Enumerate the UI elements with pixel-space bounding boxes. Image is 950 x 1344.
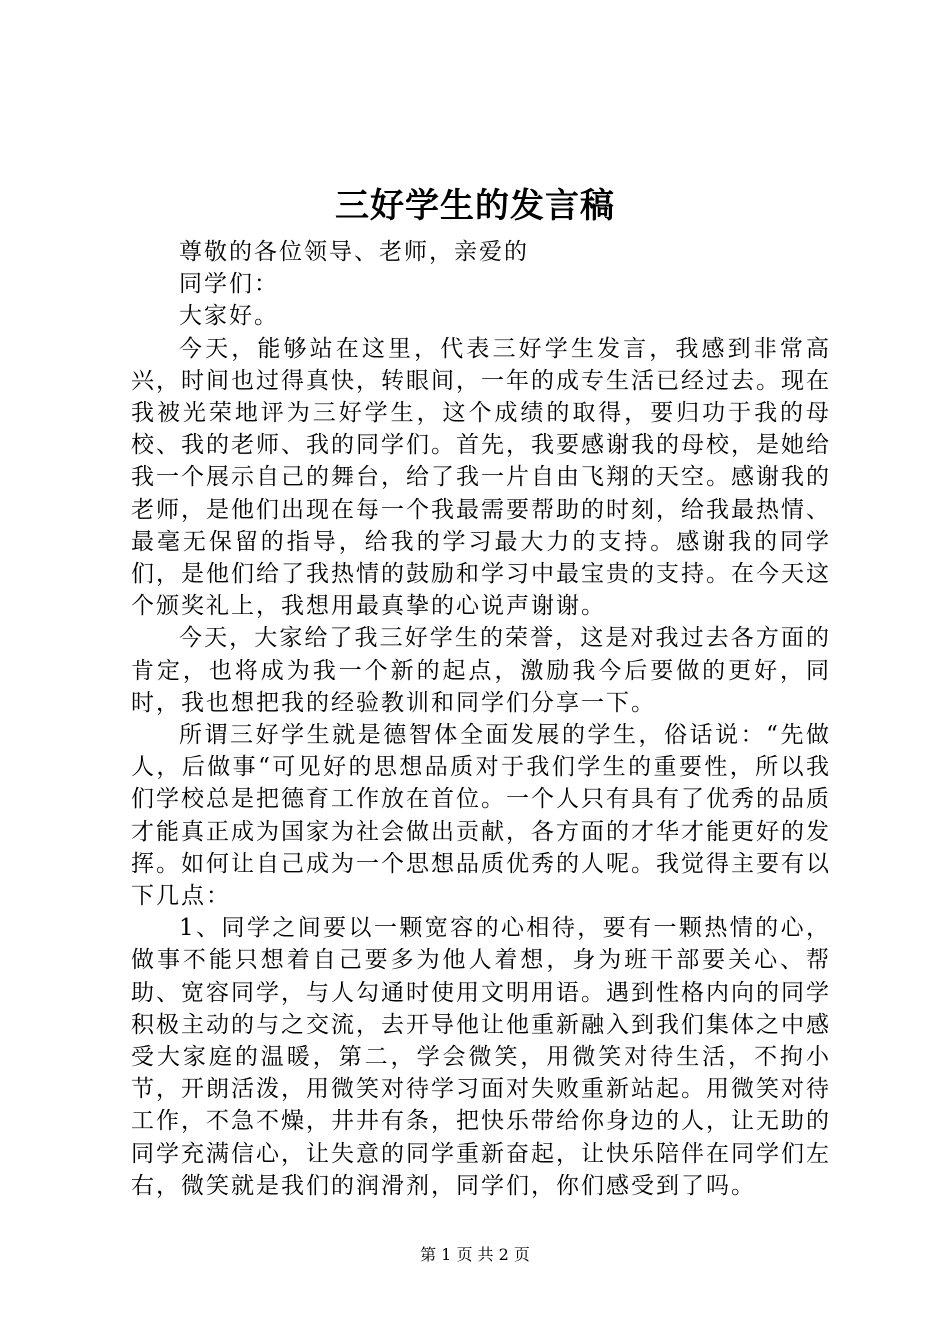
- salutation-line-2: 同学们：: [179, 271, 279, 298]
- document-body: [131, 236, 831, 1202]
- paragraph-definition: 所谓三好学生就是德智体全面发展的学生，俗话说：“先做人，后做事“可见好的思想品质对于我们学生的重要性，所以我们学校总是把德育工作放在首位。一个人只有具有了优秀的品质才能真正成为国家为社会做出贡献，各方面的才华才能更好的发挥。如何让自己成为一个思想品质优秀的人呢。我觉得主要有以下几点：: [131, 722, 831, 910]
- salutation-line-1: 尊敬的各位领导、老师，亲爱的: [179, 239, 529, 265]
- document-title: 三好学生的发言稿: [335, 186, 615, 226]
- paragraph-honor: 今天，大家给了我三好学生的荣誉，这是对我过去各方面的肯定，也将成为我一个新的起点，激励我今后要做的更好，同时，我也想把我的经验教训和同学们分享一下。: [131, 625, 831, 716]
- greeting: 大家好。: [179, 303, 279, 330]
- page-footer: 第 1 页 共 2 页: [420, 1245, 530, 1264]
- paragraph-thanks: 今天，能够站在这里，代表三好学生发言，我感到非常高兴，时间也过得真快，转眼间，一年的成专生活已经过去。现在我被光荣地评为三好学生，这个成绩的取得，要归功于我的母校、我的老师、我的同学们。首先，我要感谢我的母校，是她给我一个展示自己的舞台，给了我一片自由飞翔的天空。感谢我的老师，是他们出现在每一个我最需要帮助的时刻，给我最热情、最毫无保留的指导，给我的学习最大力的支持。感谢我的同学们，是他们给了我热情的鼓励和学习中最宝贵的支持。在今天这个颁奖礼上，我想用最真挚的心说声谢谢。: [131, 335, 831, 620]
- paragraph-point-1: 1、同学之间要以一颗宽容的心相待，要有一颗热情的心，做事不能只想着自己要多为他人着想，身为班干部要关心、帮助、宽容同学，与人勾通时使用文明用语。遇到性格内向的同学积极主动的与之交流，去开导他让他重新融入到我们集体之中感受大家庭的温暖，第二，学会微笑，用微笑对待生活，不拘小节，开朗活泼，用微笑对待学习面对失败重新站起。用微笑对待工作，不急不燥，井井有条，把快乐带给你身边的人，让无助的同学充满信心，让失意的同学重新奋起，让快乐陪伴在同学们左右，微笑就是我们的润滑剂，同学们，你们感受到了吗。: [131, 915, 831, 1199]
